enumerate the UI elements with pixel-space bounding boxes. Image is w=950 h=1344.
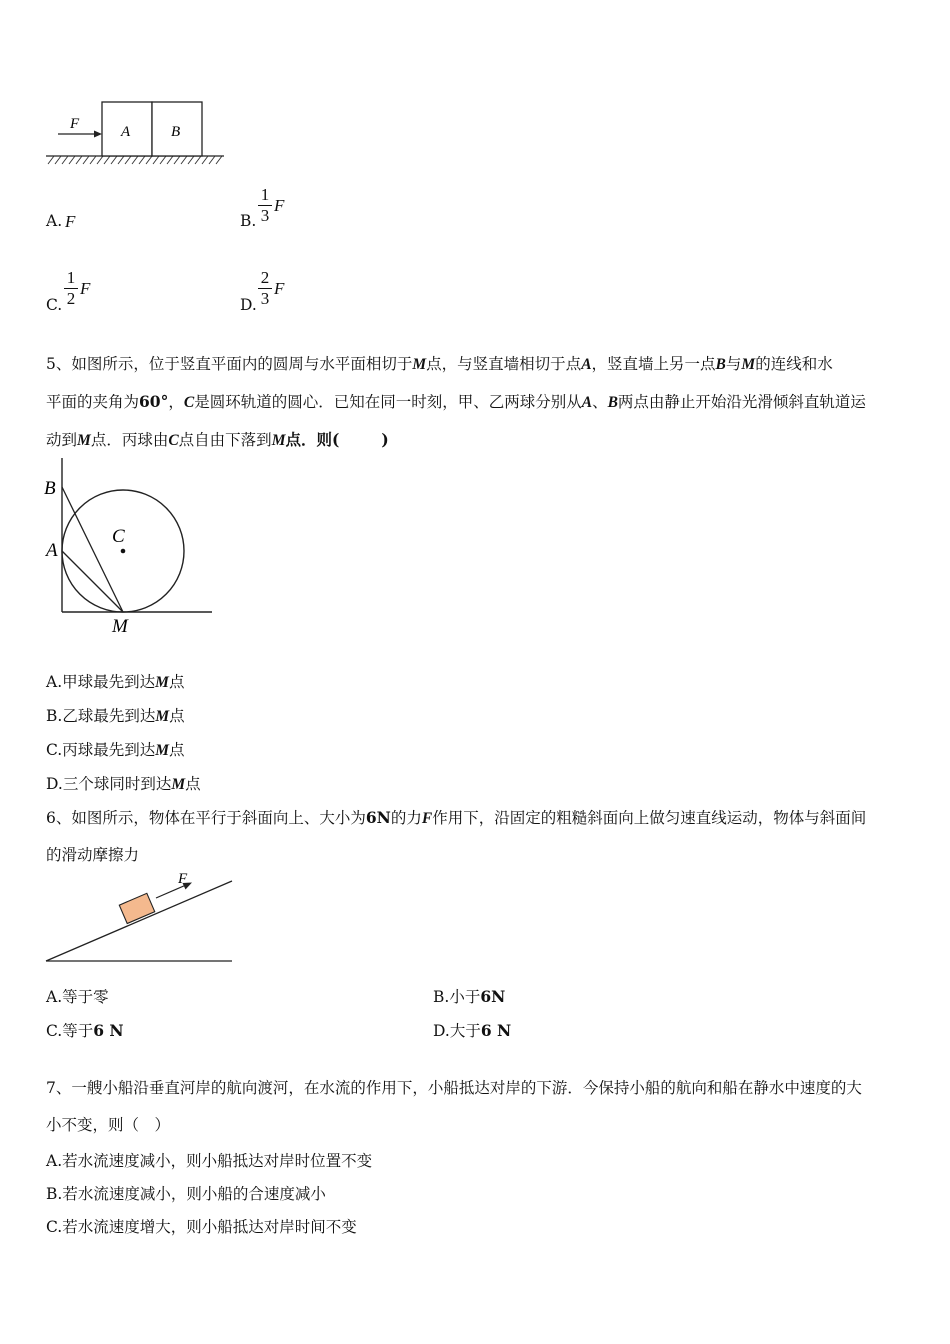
- ground-hatching: [48, 156, 222, 164]
- incline-figure: [40, 865, 240, 967]
- option-a-label: A.: [46, 212, 63, 230]
- q5-option-a: A.甲球最先到达M点: [46, 673, 185, 691]
- blocks-figure: [40, 95, 240, 170]
- label-a: A: [46, 540, 58, 561]
- q7-line-1: 7、一艘小船沿垂直河岸的航向渡河，在水流的作用下，小船抵达对岸的下游．今保持小船的航向和船在静水中速度的大: [46, 1079, 862, 1097]
- label-b: B: [44, 478, 56, 499]
- q5-option-d: D.三个球同时到达M点: [46, 775, 201, 793]
- option-d-fraction: 2 3: [258, 269, 272, 308]
- circle-track-figure: [40, 455, 220, 637]
- q7-line-2: 小不变，则（ ）: [46, 1116, 171, 1134]
- q6-line-1: 6、如图所示，物体在平行于斜面向上、大小为6N的力F作用下，沿固定的粗糙斜面向上做匀速直线运动，物体与斜面间: [46, 808, 867, 827]
- label-m: M: [112, 616, 128, 637]
- incline-surface: [46, 881, 232, 961]
- q6-line-2: 的滑动摩擦力: [46, 846, 140, 864]
- force-label: F: [70, 116, 80, 132]
- option-b-label: B.: [240, 212, 257, 230]
- q5-option-b: B.乙球最先到达M点: [46, 707, 185, 725]
- q5-line-2: 平面的夹角为60°，C是圆环轨道的圆心．已知在同一时刻，甲、乙两球分别从A、B两点由静止开始沿光滑倾斜直轨道运: [46, 392, 866, 411]
- option-c-var: F: [80, 279, 91, 298]
- option-c-label: C.: [46, 296, 63, 314]
- q7-option-a: A.若水流速度减小，则小船抵达对岸时位置不变: [46, 1152, 373, 1170]
- block-a-label: A: [121, 124, 131, 140]
- q6-option-d: D.大于6 N: [433, 1021, 512, 1040]
- label-c: C: [112, 526, 125, 547]
- q5-option-c: C.丙球最先到达M点: [46, 741, 185, 759]
- center-point: [121, 549, 126, 554]
- q5-line-3: 动到M点．丙球由C点自由下落到M点．则( ): [46, 430, 389, 449]
- option-b-var: F: [274, 196, 285, 215]
- q6-option-a: A.等于零: [46, 988, 109, 1006]
- q7-option-b: B.若水流速度减小，则小船的合速度减小: [46, 1185, 326, 1203]
- q5-line-1: 5、如图所示，位于竖直平面内的圆周与水平面相切于M点，与竖直墙相切于点A，竖直墙上另一点B与M的连线和水: [46, 355, 833, 373]
- option-d-label: D.: [240, 296, 257, 314]
- track-b-to-m: [62, 487, 123, 612]
- q6-option-c: C.等于6 N: [46, 1021, 124, 1040]
- q7-option-c: C.若水流速度增大，则小船抵达对岸时间不变: [46, 1218, 357, 1236]
- option-c-fraction: 1 2: [64, 269, 78, 308]
- option-a-var: F: [65, 212, 76, 231]
- sliding-block: [119, 893, 154, 923]
- block-b-label: B: [171, 124, 181, 140]
- option-d-var: F: [274, 279, 285, 298]
- force-arrowhead: [94, 131, 102, 138]
- option-b-fraction: 1 3: [258, 186, 272, 225]
- q6-option-b: B.小于6N: [433, 987, 506, 1006]
- track-a-to-m: [62, 551, 123, 612]
- force-label: F: [178, 871, 188, 887]
